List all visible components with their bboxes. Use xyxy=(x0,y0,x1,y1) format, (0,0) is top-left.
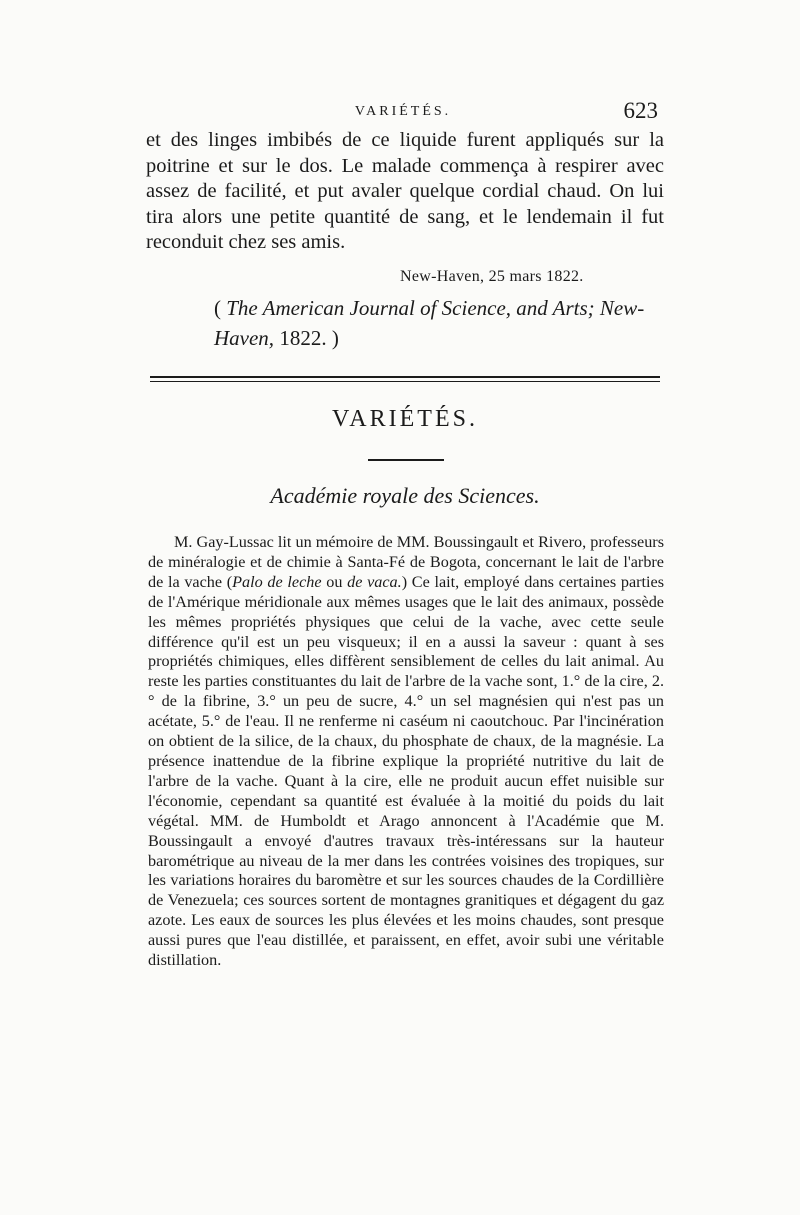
section-divider-bottom xyxy=(150,381,660,382)
citation-journal: The American Journal of Science, and Arts; New-Haven, xyxy=(214,296,645,350)
source-citation xyxy=(214,293,664,353)
citation-year: 1822. ) xyxy=(274,326,339,350)
title-underline xyxy=(368,459,444,461)
article-subtitle: Académie royale des Sciences. xyxy=(270,483,540,508)
section-divider-top xyxy=(150,376,660,378)
article-text-mid: ou xyxy=(321,572,348,591)
article-text-part1: M. Gay-Lussac lit un mémoire de MM. Boussingault et Rivero, professeurs de minéralogie et de chimie à Santa-Fé de Bogota, concernant le lait de l'arbre de la vache ( xyxy=(148,533,664,591)
running-head xyxy=(148,100,658,128)
section-title: VARIÉTÉS. xyxy=(332,406,478,432)
previous-article-paragraph: et des linges imbibés de ce liquide furent appliqués sur la poitrine et sur le dos. Le malade commença à respirer avec assez de facilité, et put avaler quelque cordial chaud. On lui tira alors une petite quantité de sang, et le lendemain il fut reconduit chez ses amis. xyxy=(146,129,664,254)
article-italic-term2: de vaca. xyxy=(347,572,402,591)
dateline: New-Haven, 25 mars 1822. xyxy=(400,268,584,285)
page-number: 623 xyxy=(623,98,658,123)
running-title: VARIÉTÉS. xyxy=(354,104,452,119)
article-body xyxy=(148,533,664,971)
article-paragraph xyxy=(148,533,664,971)
article-text-part2: ) Ce lait, employé dans certaines parties de l'Amérique méridionale aux mêmes usages que le lait des animaux, possède les mêmes propriétés physiques que celui de la vache, avec cette seule différence qu'il est un peu visqueux; il en a aussi la saveur : quant à ses propriétés chimiques, elles diffèrent sensiblement de celles du lait animal. Au reste les parties constituantes du lait de l'arbre de la vache sont, 1.° de la cire, 2.° de la fibrine, 3.° un peu de sucre, 4.° un sel magnésien qui n'est pas un acétate, 5.° de l'eau. Il ne renferme ni caséum ni caoutchouc. Par l'incinération on obtient de la silice, de la chaux, du phosphate de chaux, de la magnésie. La présence inattendue de la fibrine explique la propriété nutritive du lait de l'arbre de la vache. Quant à la cire, elle ne produit aucun effet nuisible sur l'économie, cependant sa quantité est évaluée à la moitié du poids du lait végétal. MM. de Humboldt et Arago annoncent à l'Académie que M. Boussingault a envoyé d'autres travaux très-intéressans sur la hauteur barométrique au niveau de la mer dans les contrées voisines des tropiques, sur les variations horaires du baromètre et sur les sources chaudes de la Cordillière de Venezuela; ces sources sortent de montagnes granitiques et dégagent du gaz azote. Les eaux de sources les plus élevées et les moins chaudes, sont presque aussi pures que l'eau distillée, et paraissent, en effet, avoir subi une véritable distillation. xyxy=(148,572,665,970)
citation-open: ( xyxy=(214,296,227,320)
previous-article-ending xyxy=(146,128,664,256)
article-italic-term1: Palo de leche xyxy=(232,572,322,591)
